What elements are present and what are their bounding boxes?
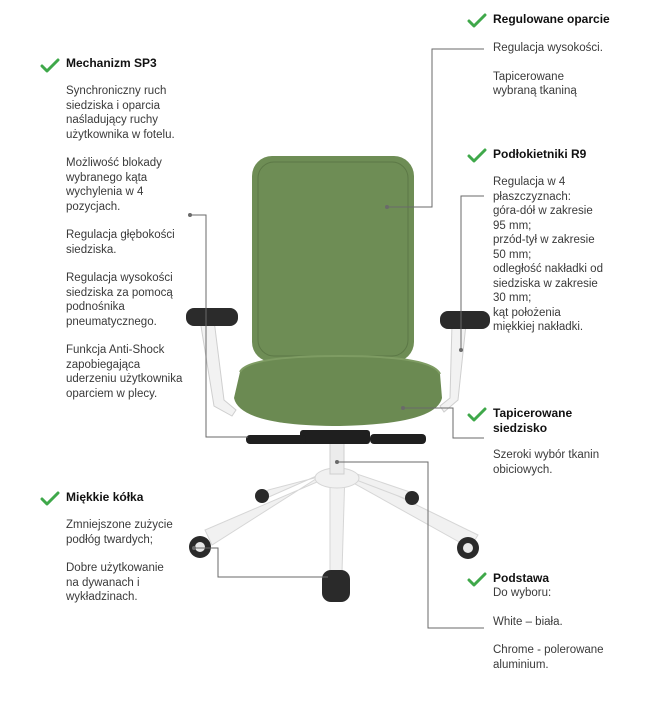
feature-text: Szeroki wybór tkanin obiciowych. bbox=[493, 449, 600, 476]
seat-cushion bbox=[234, 356, 442, 426]
feature-title: Tapicerowane siedzisko bbox=[493, 406, 573, 435]
check-icon bbox=[467, 148, 487, 164]
feature-kolka bbox=[40, 490, 230, 619]
check-icon bbox=[467, 407, 487, 423]
feature-text: Dobre użytkowanie na dywanach i wykładzinach. bbox=[66, 562, 164, 603]
feature-text: Regulacja w 4 płaszczyznach: góra-dół w zakresie 95 mm; przód-tył w zakresie 50 mm; odległość nakładki od siedziska w zakresie 30 mm; kąt położenia miękkiej nakładki. bbox=[493, 176, 603, 333]
feature-title: Mechanizm SP3 bbox=[66, 56, 157, 70]
feature-oparcie bbox=[467, 12, 652, 113]
feature-text: Tapicerowane wybraną tkaniną bbox=[493, 70, 577, 97]
feature-text: Regulacja głębokości siedziska. bbox=[66, 229, 175, 256]
feature-podstawa bbox=[467, 571, 652, 686]
feature-text: Regulacja wysokości. bbox=[493, 42, 603, 54]
backrest bbox=[252, 156, 414, 362]
check-icon bbox=[467, 13, 487, 29]
feature-title: Miękkie kółka bbox=[66, 490, 144, 504]
feature-title: Podstawa bbox=[493, 571, 550, 585]
seat-mechanism bbox=[246, 430, 426, 444]
check-icon bbox=[467, 572, 487, 588]
feature-text: Synchroniczny ruch siedziska i oparcia naśladujący ruchy użytkownika w fotelu. bbox=[66, 85, 175, 141]
feature-title: Podłokietniki R9 bbox=[493, 147, 587, 161]
feature-text: White – biała. bbox=[493, 615, 563, 628]
feature-text: Do wyboru: bbox=[493, 587, 552, 599]
feature-text: Chrome - polerowane aluminium. bbox=[493, 644, 604, 671]
check-icon bbox=[40, 58, 60, 74]
feature-title: Regulowane oparcie bbox=[493, 12, 610, 26]
feature-podlokietniki bbox=[467, 147, 652, 349]
feature-siedzisko bbox=[467, 406, 652, 491]
feature-text: Zmniejszone zużycie podłóg twardych; bbox=[66, 519, 173, 546]
feature-text: Możliwość blokady wybranego kąta wychylenia w 4 pozycjach. bbox=[66, 157, 162, 213]
check-icon bbox=[40, 491, 60, 507]
chair-base bbox=[205, 468, 478, 572]
feature-mechanizm bbox=[40, 56, 215, 415]
feature-text: Regulacja wysokości siedziska za pomocą podnośnika pneumatycznego. bbox=[66, 272, 173, 328]
feature-text: Funkcja Anti-Shock zapobiegająca uderzeniu użytkownika oparciem w plecy. bbox=[66, 344, 183, 400]
gas-lift bbox=[330, 440, 344, 474]
